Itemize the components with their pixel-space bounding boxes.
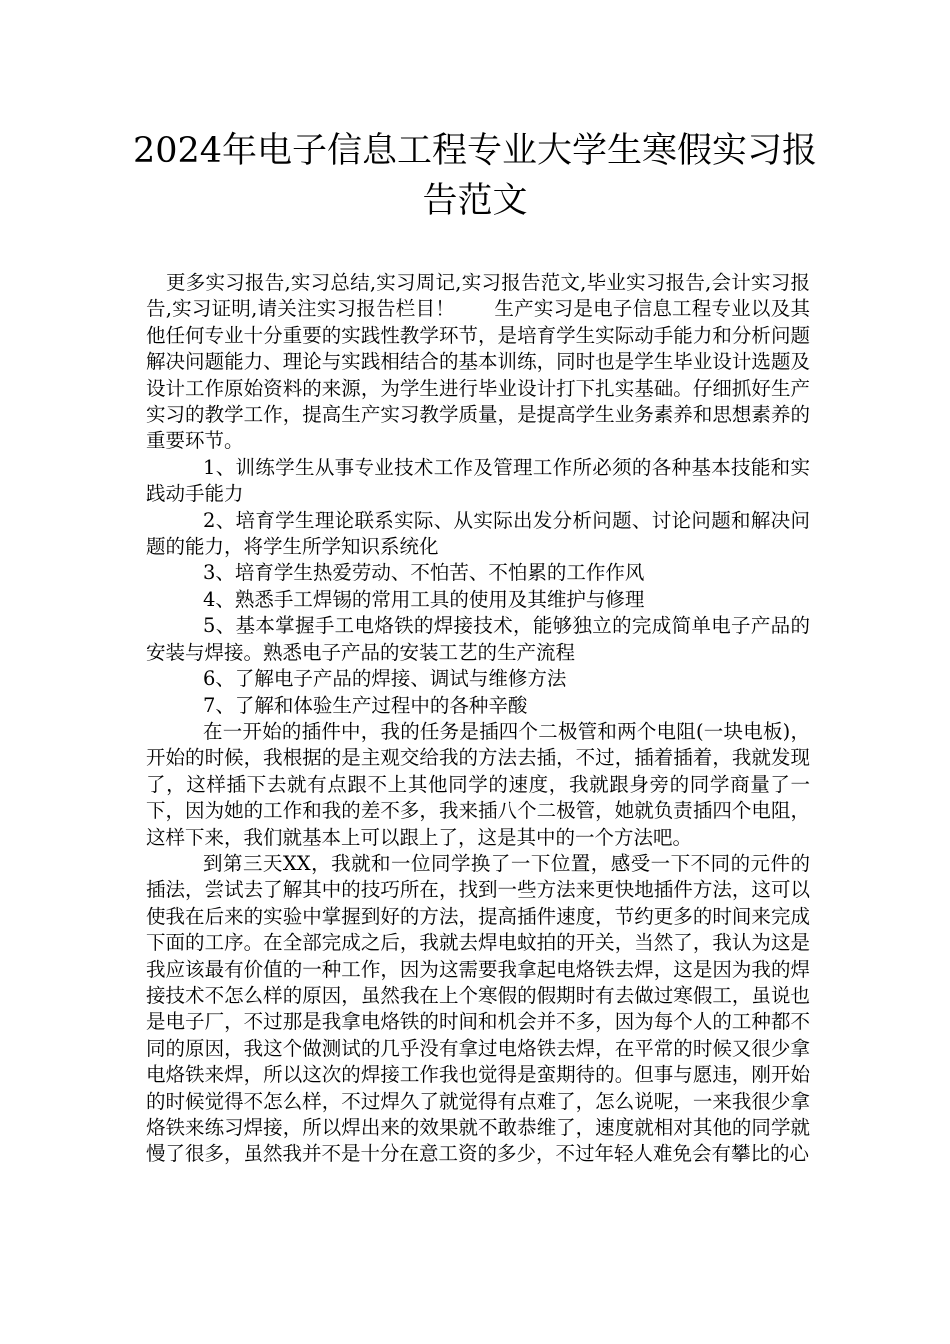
paragraph-intro: 更多实习报告,实习总结,实习周记,实习报告范文,毕业实习报告,会计实习报告,实习证明,请关注实习报告栏目！ 生产实习是电子信息工程专业以及其他任何专业十分重要的实践性教学环节，是培育学生实际动手能力和分析问题解决问题能力、理论与实践相结合的基本训练，同时也是学生毕业设计选题及设计工作原始资料的来源，为学生进行毕业设计打下扎实基础。仔细抓好生产实习的教学工作，提高生产实习教学质量，是提高学生业务素养和思想素养的重要环节。 — [146, 271, 810, 453]
paragraph-plugin-work: 在一开始的插件中，我的任务是插四个二极管和两个电阻(一块电板)，开始的时候，我根据的是主观交给我的方法去插，不过，插着插着，我就发现了，这样插下去就有点跟不上其他同学的速度，我就跟身旁的同学商量了一下，因为她的工作和我的差不多，我来插八个二极管，她就负责插四个电阻，这样下来，我们就基本上可以跟上了，这是其中的一个方法吧。 — [146, 719, 810, 849]
document-body — [146, 270, 810, 1168]
paragraph-goal-3: 3、培育学生热爱劳动、不怕苦、不怕累的工作作风 — [203, 561, 645, 585]
paragraph-goal-1: 1、训练学生从事专业技术工作及管理工作所必须的各种基本技能和实践动手能力 — [146, 455, 810, 506]
paragraph-goal-4: 4、熟悉手工焊锡的常用工具的使用及其维护与修理 — [203, 587, 645, 611]
paragraph-goal-5: 5、基本掌握手工电烙铁的焊接技术，能够独立的完成简单电子产品的安装与焊接。熟悉电子产品的安装工艺的生产流程 — [146, 614, 810, 664]
paragraph-goal-7: 7、了解和体验生产过程中的各种辛酸 — [203, 693, 528, 717]
paragraph-third-day: 到第三天XX，我就和一位同学换了一下位置，感受一下不同的元件的插法，尝试去了解其中的技巧所在，找到一些方法来更快地插件方法，这可以使我在后来的实验中掌握到好的方法，提高插件速度，节约更多的时间来完成下面的工序。在全部完成之后，我就去焊电蚊拍的开关，当然了，我认为这是我应该最有价值的一种工作，因为这需要我拿起电烙铁去焊，这是因为我的焊接技术不怎么样的原因，虽然我在上个寒假的假期时有去做过寒假工，虽说也是电子厂，不过那是我拿电烙铁的时间和机会并不多，因为每个人的工种都不同的原因，我这个做测试的几乎没有拿过电烙铁去焊，在平常的时候又很少拿电烙铁来焊，所以这次的焊接工作我也觉得是蛮期待的。但事与愿违，刚开始的时候觉得不怎么样，不过焊久了就觉得有点难了，怎么说呢，一来我很少拿烙铁来练习焊接，所以焊出来的效果就不敢恭维了，速度就相对其他的同学就慢了很多，虽然我并不是十分在意工资的多少，不过年轻人难免会有攀比的心 — [146, 851, 810, 1166]
paragraph-goal-6: 6、了解电子产品的焊接、调试与维修方法 — [203, 667, 567, 691]
document-title: 2024年电子信息工程专业大学生寒假实习报告范文 — [132, 131, 818, 221]
paragraph-goal-2: 2、培育学生理论联系实际、从实际出发分析问题、讨论问题和解决问题的能力，将学生所学知识系统化 — [146, 508, 810, 559]
